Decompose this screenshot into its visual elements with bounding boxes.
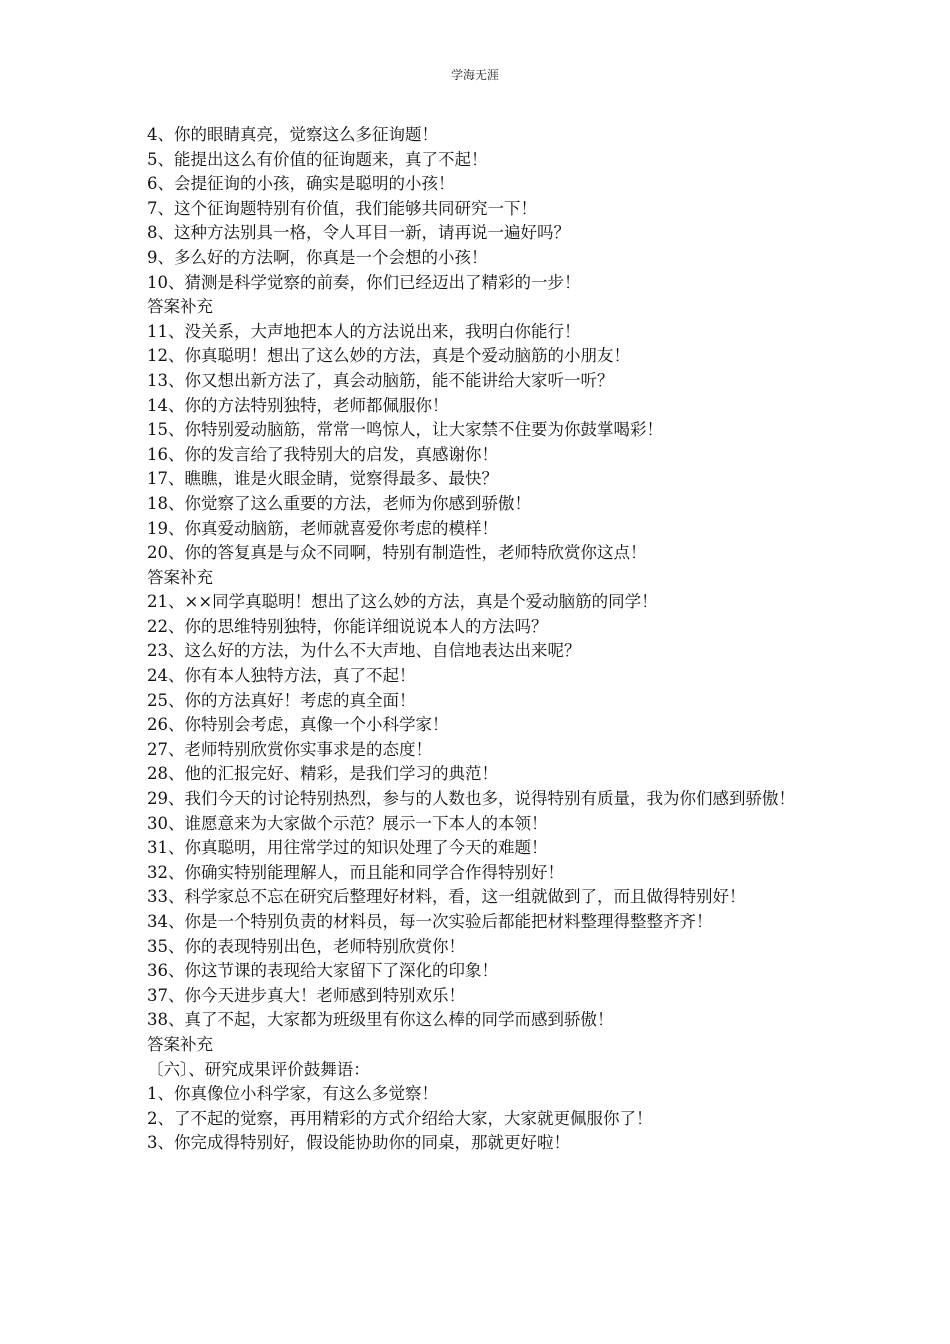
text-line: 3、你完成得特别好，假设能协助你的同桌，那就更好啦！ <box>147 1133 570 1153</box>
text-line: 32、你确实特别能理解人，而且能和同学合作得特别好！ <box>147 862 564 882</box>
section-heading: 〔六〕、研究成果评价鼓舞语： <box>147 1059 370 1079</box>
text-line: 29、我们今天的讨论特别热烈，参与的人数也多，说得特别有质量，我为你们感到骄傲！ <box>147 789 795 809</box>
text-line: 38、真了不起，大家都为班级里有你这么棒的同学而感到骄傲！ <box>147 1010 614 1030</box>
text-line: 10、猜测是科学觉察的前奏，你们已经迈出了精彩的一步！ <box>147 272 581 292</box>
text-line: 4、你的眼睛真亮，觉察这么多征询题！ <box>147 125 438 144</box>
text-line: 24、你有本人独特方法，真了不起！ <box>147 666 416 686</box>
section-label: 答案补充 <box>147 567 213 587</box>
text-line: 21、××同学真聪明！想出了这么妙的方法，真是个爱动脑筋的同学！ <box>147 592 658 612</box>
text-line: 27、老师特别欣赏你实事求是的态度！ <box>147 739 432 759</box>
text-line: 25、你的方法真好！考虑的真全面！ <box>147 690 416 710</box>
text-line: 28、他的汇报完好、精彩，是我们学习的典范！ <box>147 764 498 784</box>
text-line: 9、多么好的方法啊，你真是一个会想的小孩！ <box>147 247 488 267</box>
text-line: 36、你这节课的表现给大家留下了深化的印象！ <box>147 961 498 981</box>
text-line: 37、你今天进步真大！老师感到特别欢乐！ <box>147 985 465 1005</box>
page-header: 学海无涯 <box>450 68 499 82</box>
text-line: 15、你特别爱动脑筋，常常一鸣惊人，让大家禁不住要为你鼓掌喝彩！ <box>147 420 663 440</box>
text-line: 5、能提出这么有价值的征询题来，真了不起！ <box>147 149 488 169</box>
text-line: 33、科学家总不忘在研究后整理好材料，看，这一组就做到了，而且做得特别好！ <box>147 887 746 907</box>
text-line: 19、你真爱动脑筋，老师就喜爱你考虑的模样！ <box>147 518 498 538</box>
text-line: 2、了不起的觉察，再用精彩的方式介绍给大家，大家就更佩服你了！ <box>147 1108 653 1128</box>
text-line: 17、瞧瞧，谁是火眼金睛，觉察得最多、最快？ <box>147 469 498 489</box>
text-line: 12、你真聪明！想出了这么妙的方法，真是个爱动脑筋的小朋友！ <box>147 346 630 366</box>
text-line: 22、你的思维特别独特，你能详细说说本人的方法吗？ <box>147 616 548 636</box>
text-line: 34、你是一个特别负责的材料员，每一次实验后都能把材料整理得整整齐齐！ <box>147 912 713 931</box>
text-line: 6、会提征询的小孩，确实是聪明的小孩！ <box>147 174 455 194</box>
section-label: 答案补充 <box>147 1034 213 1054</box>
document-body <box>147 123 807 1156</box>
text-line: 11、没关系，大声地把本人的方法说出来，我明白你能行！ <box>147 321 581 341</box>
text-line: 7、这个征询题特别有价值，我们能够共同研究一下！ <box>147 198 537 218</box>
text-line: 18、你觉察了这么重要的方法，老师为你感到骄傲！ <box>147 493 531 513</box>
text-line: 13、你又想出新方法了，真会动脑筋，能不能讲给大家听一听？ <box>147 370 614 390</box>
text-line: 1、你真像位小科学家，有这么多觉察！ <box>147 1084 438 1104</box>
section-label: 答案补充 <box>147 297 213 317</box>
text-line: 26、你特别会考虑，真像一个小科学家！ <box>147 715 449 735</box>
text-line: 8、这种方法别具一格，令人耳目一新，请再说一遍好吗？ <box>147 223 570 243</box>
text-line: 14、你的方法特别独特，老师都佩服你！ <box>147 395 449 415</box>
text-line: 16、你的发言给了我特别大的启发，真感谢你！ <box>147 444 498 464</box>
text-line: 30、谁愿意来为大家做个示范？展示一下本人的本领！ <box>147 813 548 833</box>
text-line: 35、你的表现特别出色，老师特别欣赏你！ <box>147 936 465 956</box>
text-line: 23、这么好的方法，为什么不大声地、自信地表达出来呢？ <box>147 641 581 661</box>
text-line: 20、你的答复真是与众不同啊，特别有制造性，老师特欣赏你这点！ <box>147 543 647 563</box>
text-line: 31、你真聪明，用往常学过的知识处理了今天的难题！ <box>147 838 548 858</box>
